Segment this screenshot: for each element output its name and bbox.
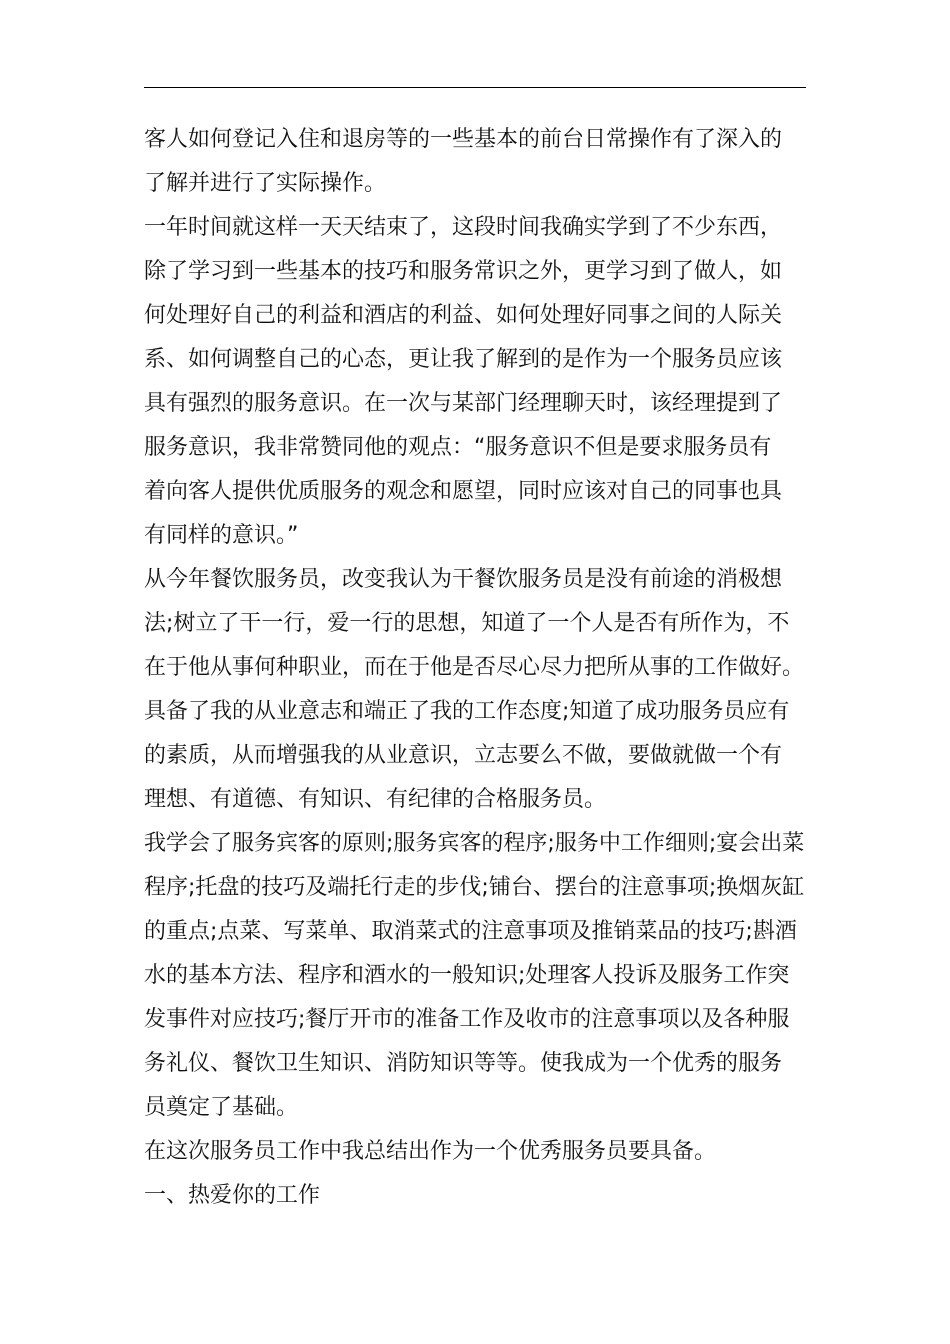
text-line: 务礼仪、餐饮卫生知识、消防知识等等。使我成为一个优秀的服务 (144, 1051, 783, 1076)
text-line: 从今年餐饮服务员，改变我认为干餐饮服务员是没有前途的消极想 (144, 567, 783, 592)
text-line: 具备了我的从业意志和端正了我的工作态度;知道了成功服务员应有 (144, 699, 790, 724)
text-line: 水的基本方法、程序和酒水的一般知识;处理客人投诉及服务工作突 (144, 963, 790, 988)
text-line: 的素质，从而增强我的从业意识，立志要么不做，要做就做一个有 (144, 743, 783, 768)
text-line: 着向客人提供优质服务的观念和愿望，同时应该对自己的同事也具 (144, 479, 783, 504)
section-heading: 一、热爱你的工作 (144, 1183, 321, 1208)
text-line: 一年时间就这样一天天结束了，这段时间我确实学到了不少东西， (144, 215, 783, 240)
text-line: 除了学习到一些基本的技巧和服务常识之外，更学习到了做人，如 (144, 259, 783, 284)
text-line: 员奠定了基础。 (144, 1095, 299, 1120)
text-line: 服务意识，我非常赞同他的观点：“服务意识不但是要求服务员有 (144, 435, 772, 460)
text-line: 在这次服务员工作中我总结出作为一个优秀服务员要具备。 (144, 1139, 717, 1164)
text-line: 发事件对应技巧;餐厅开市的准备工作及收市的注意事项以及各种服 (144, 1007, 790, 1032)
text-line: 系、如何调整自己的心态，更让我了解到的是作为一个服务员应该 (144, 347, 783, 372)
text-line: 有同样的意识。” (144, 523, 299, 548)
text-line: 了解并进行了实际操作。 (144, 171, 387, 196)
text-line: 具有强烈的服务意识。在一次与某部门经理聊天时，该经理提到了 (144, 391, 783, 416)
text-line: 理想、有道德、有知识、有纪律的合格服务员。 (144, 787, 607, 812)
text-line: 的重点;点菜、写菜单、取消菜式的注意事项及推销菜品的技巧;斟酒 (144, 919, 797, 944)
header-rule (144, 87, 806, 88)
text-line: 客人如何登记入住和退房等的一些基本的前台日常操作有了深入的 (144, 127, 783, 152)
text-line: 程序;托盘的技巧及端托行走的步伐;铺台、摆台的注意事项;换烟灰缸 (144, 875, 805, 900)
text-line: 何处理好自己的利益和酒店的利益、如何处理好同事之间的人际关 (144, 303, 783, 328)
document-body (144, 118, 806, 1218)
text-line: 我学会了服务宾客的原则;服务宾客的程序;服务中工作细则;宴会出菜 (144, 831, 805, 856)
text-line: 在于他从事何种职业，而在于他是否尽心尽力把所从事的工作做好。 (144, 655, 805, 680)
text-line: 法;树立了干一行，爱一行的思想，知道了一个人是否有所作为，不 (144, 611, 790, 636)
